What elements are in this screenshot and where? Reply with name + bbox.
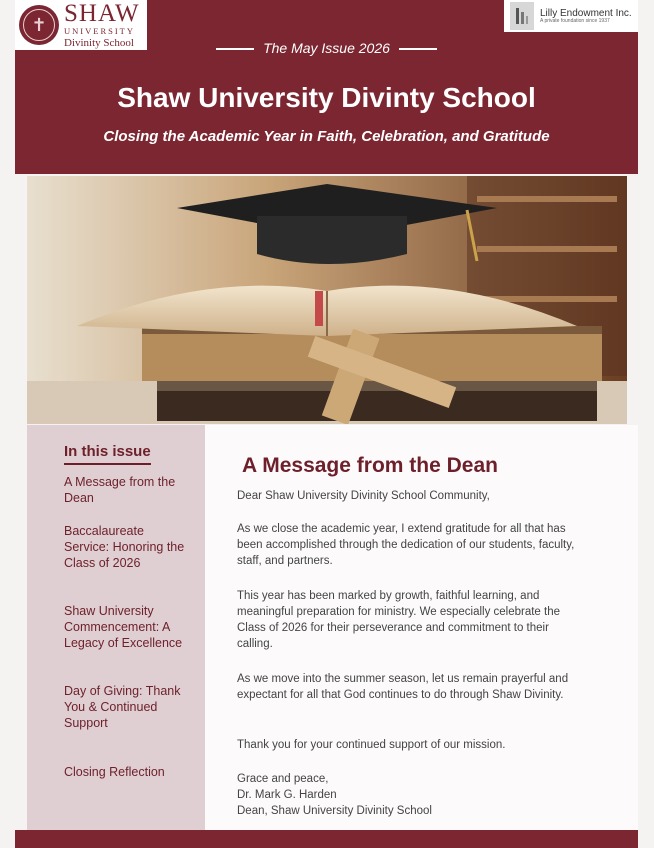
toc-item[interactable]: Shaw University Commencement: A Legacy of Excellence [64, 604, 183, 650]
toc-title: In this issue [64, 443, 151, 465]
paragraph: Thank you for your continued support of our mission. [237, 739, 506, 751]
lilly-name: Lilly Endowment Inc. [540, 7, 632, 19]
signer-name: Dr. Mark G. Harden [237, 789, 337, 801]
article-title: A Message from the Dean [242, 454, 498, 477]
page-title: Shaw University Divinty School [117, 82, 536, 113]
paragraph: As we close the academic year, I extend gratitude for all that has been accomplished through the dedication of our students, faculty, staff, and partners. [237, 523, 575, 567]
logo-school: Divinity School [64, 36, 134, 49]
toc-item[interactable]: Closing Reflection [64, 765, 165, 779]
salutation: Dear Shaw University Divinity School Community, [237, 490, 490, 502]
lilly-endowment-logo[interactable] [504, 0, 638, 32]
signer-title: Dean, Shaw University Divinity School [237, 805, 432, 817]
university-seal-icon: ✝ [19, 5, 59, 45]
paragraph: This year has been marked by growth, faithful learning, and meaningful preparation for ministry. We especially celebrate the Class of 2026 for their perseverance and commitment to their calling. [237, 590, 561, 650]
divider [399, 48, 437, 50]
issue-label: The May Issue 2026 [263, 40, 390, 56]
sidebar [27, 425, 205, 830]
divider [216, 48, 254, 50]
issue-line [15, 36, 638, 56]
hero-image [27, 176, 627, 424]
toc-item[interactable]: A Message from the Dean [64, 475, 176, 505]
footer-bar [15, 830, 638, 848]
lilly-tagline: A private foundation since 1937 [540, 17, 610, 24]
logo-name: SHAW [64, 0, 140, 28]
lilly-endowment-icon [510, 2, 534, 30]
logo-university: UNIVERSITY [64, 26, 135, 37]
page-subtitle: Closing the Academic Year in Faith, Celebration, and Gratitude [103, 128, 550, 145]
toc-item[interactable]: Day of Giving: Thank You & Continued Support [64, 684, 181, 730]
closing: Grace and peace, [237, 773, 329, 785]
toc-item[interactable]: Baccalaureate Service: Honoring the Class of 2026 [64, 524, 185, 570]
paragraph: As we move into the summer season, let us remain prayerful and expectant for all that God continues to do through Shaw Divinity. [237, 673, 569, 701]
main-content [205, 425, 638, 830]
